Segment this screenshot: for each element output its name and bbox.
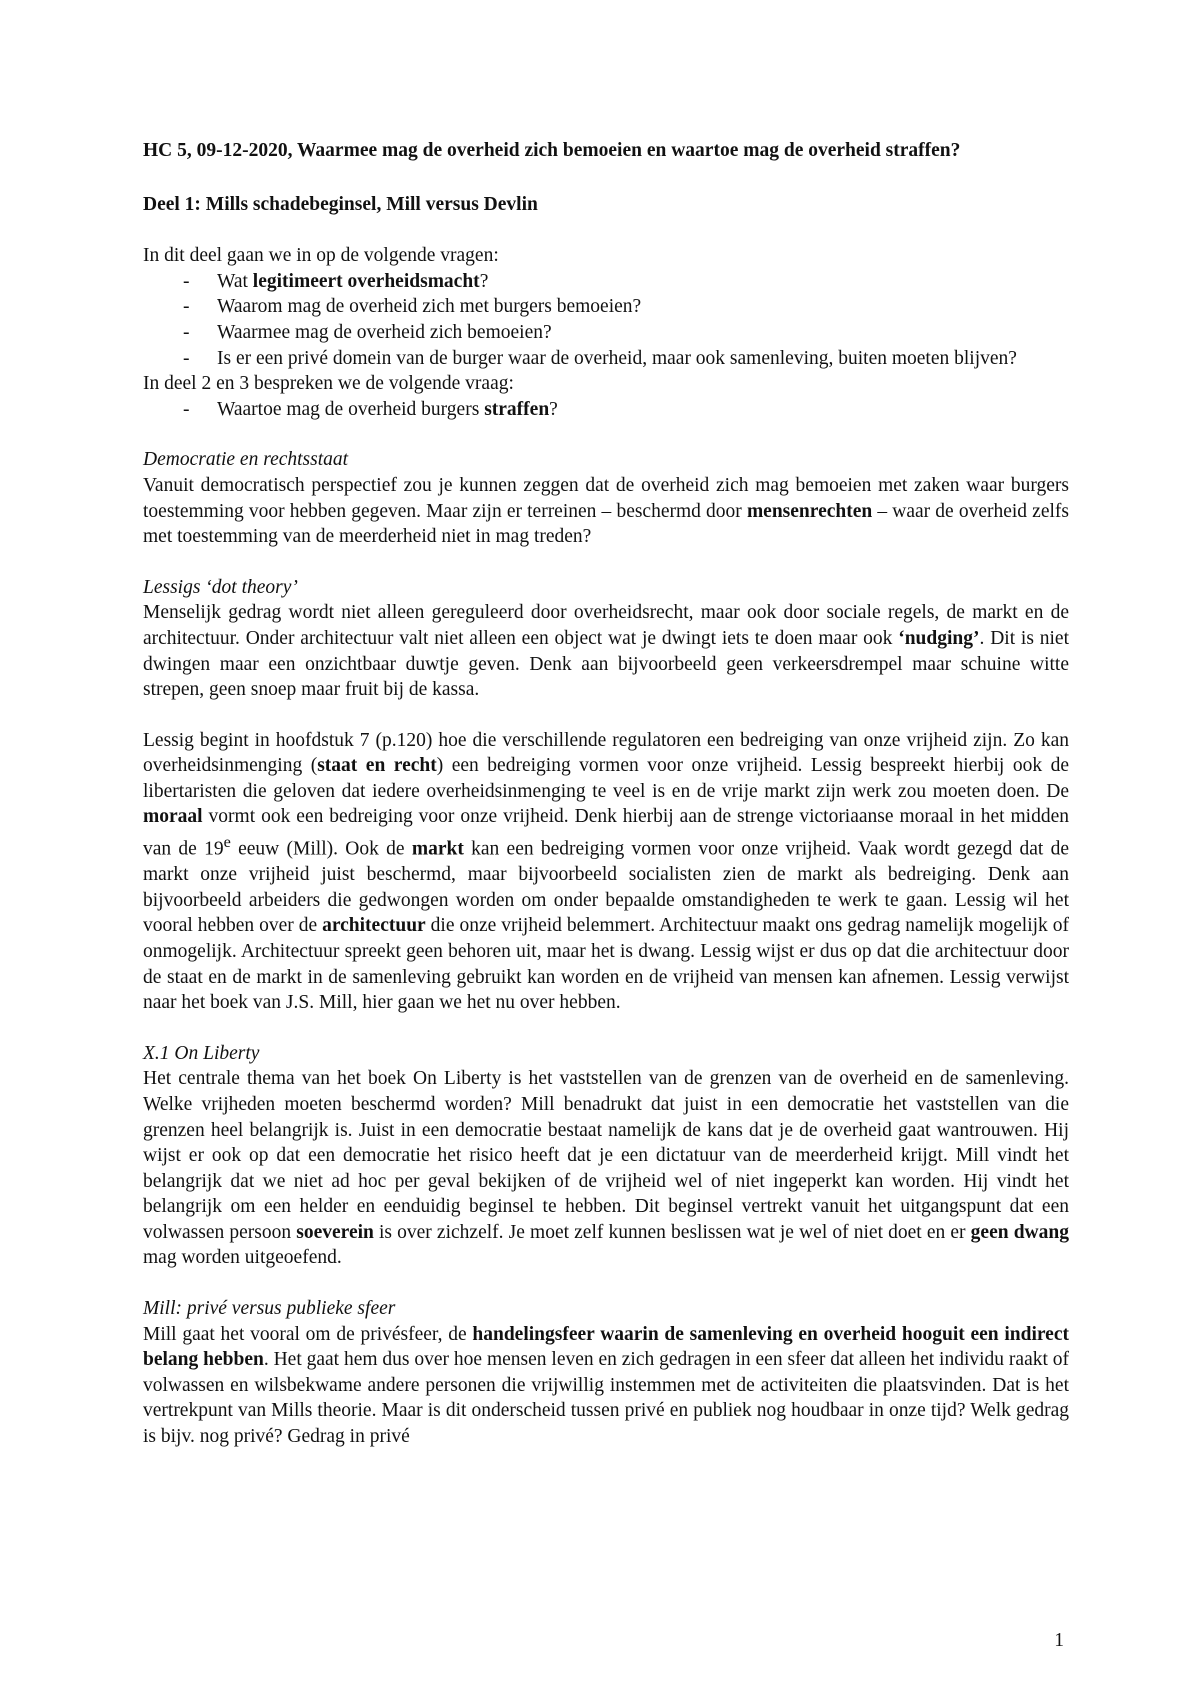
document-body [143,138,1069,1450]
list-item: - Waarom mag de overheid zich met burgers bemoeien? [183,294,1069,320]
intro-lead-2: In deel 2 en 3 bespreken we de volgende vraag: [143,373,514,395]
question-list [143,269,1069,371]
paragraph-prive: Mill gaat het vooral om de privésfeer, de handelingsfeer waarin de samenleving en overheid hooguit een indirect belang hebben. Het gaat hem dus over hoe mensen leven en zich gedragen in een sfeer dat alleen het individu raakt of volwassen en wilsbekwame andere personen die vrijwillig instemmen met de activiteiten die plaatsvinden. Dat is het vertrekpunt van Mills theorie. Maar is dit onderscheid tussen privé en publiek nog houdbaar in onze tijd? Welk gedrag is bijv. nog privé? Gedrag in privé [143,1323,1070,1448]
section-heading: Deel 1: Mills schadebeginsel, Mill versus Devlin [143,193,538,215]
subheading-democratie: Democratie en rechtsstaat [143,449,349,471]
list-item: - Waartoe mag de overheid burgers straffen? [183,397,1069,423]
paragraph-on-liberty: Het centrale thema van het boek On Liberty is het vaststellen van de grenzen van de overheid en de samenleving. Welke vrijheden moeten beschermd worden? Mill benadrukt dat juist in een democratie het vaststellen van die grenzen heel belangrijk is. Juist in een democratie bestaat namelijk de kans dat je de overheid gaat wantrouwen. Hij wijst er ook op dat een democratie het risico heeft dat je een dictatuur van de meerderheid krijgt. Mill vindt het belangrijk dat we niet ad hoc per geval bekijken of de vrijheid wel of niet ingeperkt kan worden. Hij vindt het belangrijk om een helder en eenduidig beginsel te hebben. Dit beginsel vertrekt vanuit het uitgangspunt dat een volwassen persoon soeverein is over zichzelf. Je moet zelf kunnen beslissen wat je wel of niet doet en er geen dwang mag worden uitgeoefend. [143,1068,1069,1269]
subheading-prive: Mill: privé versus publieke sfeer [143,1298,396,1320]
paragraph-democratie: Vanuit democratisch perspectief zou je kunnen zeggen dat de overheid zich mag bemoeien met zaken waar burgers toestemming voor hebben gegeven. Maar zijn er terreinen – beschermd door mensenrechten – waar de overheid zelfs met toestemming van de meerderheid niet in mag treden? [143,474,1069,548]
list-item: - Waarmee mag de overheid zich bemoeien? [183,320,1069,346]
document-title: HC 5, 09-12-2020, Waarmee mag de overheid zich bemoeien en waartoe mag de overheid straffen? [143,140,961,161]
list-item: - Is er een privé domein van de burger waar de overheid, maar ook samenleving, buiten moeten blijven? [183,346,1069,372]
list-item: - Wat legitimeert overheidsmacht? [183,269,1069,295]
subheading-on-liberty: X.1 On Liberty [143,1042,260,1064]
subheading-lessig: Lessigs ‘dot theory’ [143,576,298,598]
question-list-2 [143,397,1069,423]
intro-lead: In dit deel gaan we in op de volgende vragen: [143,245,499,267]
page-number: 1 [1054,1630,1064,1651]
paragraph-lessig: Menselijk gedrag wordt niet alleen gereguleerd door overheidsrecht, maar ook door sociale regels, de markt en de architectuur. Onder architectuur valt niet alleen een object wat je dwingt iets te doen maar ook ‘nudging’. Dit is niet dwingen maar een onzichtbaar duwtje geven. Denk aan bijvoorbeeld geen verkeersdrempel maar schuine witte strepen, geen snoep maar fruit bij de kassa. [143,602,1069,701]
paragraph-lessig-2: Lessig begint in hoofdstuk 7 (p.120) hoe die verschillende regulatoren een bedreiging van onze vrijheid zijn. Zo kan overheidsinmenging (staat en recht) een bedreiging vormen voor onze vrijheid. Lessig bespreekt hierbij ook de libertaristen die geloven dat iedere overheidsinmenging te veel is en de vrije markt zijn werk zou moeten doen. De moraal vormt ook een bedreiging voor onze vrijheid. Denk hierbij aan de strenge victoriaanse moraal in het midden van de 19e eeuw (Mill). Ook de markt kan een bedreiging vormen voor onze vrijheid. Vaak wordt gezegd dat de markt onze vrijheid juist beschermd, maar bijvoorbeeld socialisten zien de markt als bedreiging. Denk aan bijvoorbeeld arbeiders die gedwongen worden om onder bepaalde omstandigheden te werk te gaan. Lessig wil het vooral hebben over de architectuur die onze vrijheid belemmert. Architectuur maakt ons gedrag namelijk mogelijk of onmogelijk. Architectuur spreekt geen behoren uit, maar het is dwang. Lessig wijst er dus op dat die architectuur door de staat en de markt in de samenleving gebruikt kan worden en de vrijheid van mensen kan afnemen. Lessig verwijst naar het boek van J.S. Mill, hier gaan we het nu over hebben. [143,729,1069,1014]
